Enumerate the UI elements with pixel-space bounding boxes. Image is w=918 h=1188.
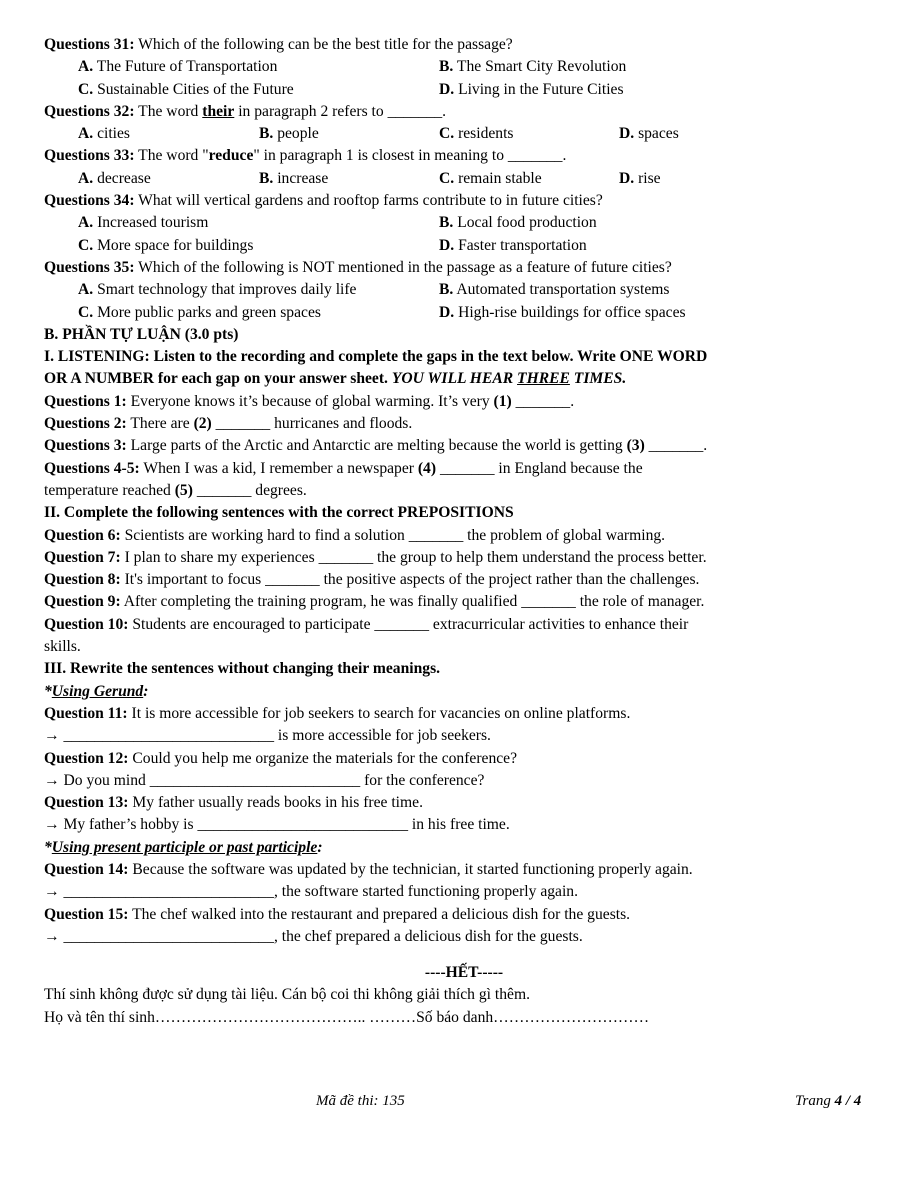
option-c: C. More public parks and green spaces bbox=[78, 303, 321, 321]
option-b: B. increase bbox=[259, 169, 329, 187]
option-c: C. Sustainable Cities of the Future bbox=[78, 80, 294, 98]
rewrite-heading: III. Rewrite the sentences without changing their meanings. bbox=[44, 660, 441, 678]
question-15: Question 15: The chef walked into the restaurant and prepared a delicious dish for the guests. bbox=[44, 905, 631, 923]
listening-q2: Questions 2: There are (2) _______ hurricanes and floods. bbox=[44, 415, 413, 433]
option-c: C. residents bbox=[439, 125, 514, 143]
question-label: Questions 32: bbox=[44, 102, 135, 120]
question-13: Question 13: My father usually reads books in his free time. bbox=[44, 794, 423, 812]
option-b: B. The Smart City Revolution bbox=[439, 58, 627, 76]
option-d: D. High-rise buildings for office spaces bbox=[439, 303, 686, 321]
question-10: Question 10: Students are encouraged to participate _______ extracurricular activities to enhance their bbox=[44, 615, 689, 633]
question-11: Question 11: It is more accessible for job seekers to search for vacancies on online platforms. bbox=[44, 704, 631, 722]
option-a: A. cities bbox=[78, 125, 130, 143]
question-35 bbox=[44, 257, 884, 279]
answer-line-14: → ___________________________, the software started functioning properly again. bbox=[44, 883, 578, 901]
question-text: Which of the following is NOT mentioned in the passage as a feature of future cities? bbox=[134, 258, 672, 276]
option-c: C. remain stable bbox=[439, 169, 542, 187]
options-row bbox=[44, 168, 884, 190]
answer-line-12: → Do you mind ___________________________ for the conference? bbox=[44, 771, 485, 789]
end-mark: ----HẾT----- bbox=[424, 964, 504, 982]
section-heading: B. PHẦN TỰ LUẬN (3.0 pts) bbox=[44, 325, 239, 343]
option-d: D. Faster transportation bbox=[439, 236, 587, 254]
question-text: What will vertical gardens and rooftop farms contribute to in future cities? bbox=[134, 192, 603, 210]
question-33: Questions 33: The word "reduce" in paragraph 1 is closest in meaning to _______. bbox=[44, 147, 567, 165]
option-b: B. Local food production bbox=[439, 214, 597, 232]
question-label: Questions 34: bbox=[44, 192, 135, 210]
listening-heading: I. LISTENING: Listen to the recording and complete the gaps in the text below. Write ONE WORD bbox=[44, 348, 708, 366]
option-a: A. Increased tourism bbox=[78, 214, 209, 232]
listening-q3: Questions 3: Large parts of the Arctic and Antarctic are melting because the world is getting (3) _______. bbox=[44, 437, 708, 455]
page-number: Trang 4 / 4 bbox=[795, 1093, 862, 1109]
answer-line-11: → ___________________________ is more accessible for job seekers. bbox=[44, 727, 491, 745]
options-row bbox=[44, 79, 884, 101]
question-label: Questions 31: bbox=[44, 36, 135, 53]
listening-q4-5-cont: temperature reached (5) _______ degrees. bbox=[44, 481, 307, 499]
option-a: A. decrease bbox=[78, 169, 151, 187]
option-d: D. Living in the Future Cities bbox=[439, 80, 624, 98]
options-row bbox=[44, 56, 884, 78]
question-8: Question 8: It's important to focus _______ the positive aspects of the project rather than the challenges. bbox=[44, 571, 700, 589]
option-d: D. spaces bbox=[619, 125, 679, 143]
option-b: B. people bbox=[259, 125, 319, 143]
option-c: C. More space for buildings bbox=[78, 236, 254, 254]
highlighted-word: their bbox=[202, 102, 235, 120]
option-b: B. Automated transportation systems bbox=[439, 281, 670, 299]
listening-q1: Questions 1: Everyone knows it’s because of global warming. It’s very (1) _______. bbox=[44, 392, 575, 410]
options-row bbox=[44, 212, 884, 234]
options-row bbox=[44, 279, 884, 301]
question-7: Question 7: I plan to share my experiences _______ the group to help them understand the process better. bbox=[44, 548, 707, 566]
option-a: A. The Future of Transportation bbox=[78, 58, 278, 76]
answer-line-15: → ___________________________, the chef prepared a delicious dish for the guests. bbox=[44, 927, 583, 945]
question-32: Questions 32: The word their in paragraph 2 refers to _______. bbox=[44, 102, 447, 120]
options-row bbox=[44, 235, 884, 257]
prepositions-heading: II. Complete the following sentences with the correct PREPOSITIONS bbox=[44, 504, 514, 522]
question-label: Questions 35: bbox=[44, 258, 135, 276]
highlighted-word: reduce bbox=[208, 147, 254, 165]
answer-line-13: → My father’s hobby is ___________________________ in his free time. bbox=[44, 816, 510, 834]
option-a: A. Smart technology that improves daily life bbox=[78, 281, 357, 299]
listening-q4-5: Questions 4-5: When I was a kid, I remember a newspaper (4) _______ in England because the bbox=[44, 459, 643, 477]
options-row bbox=[44, 123, 884, 145]
question-6: Question 6: Scientists are working hard to find a solution _______ the problem of global warming. bbox=[44, 526, 666, 544]
question-text: Which of the following can be the best title for the passage? bbox=[134, 36, 513, 53]
exam-page bbox=[44, 34, 884, 1029]
question-12: Question 12: Could you help me organize the materials for the conference? bbox=[44, 749, 518, 767]
question-10-cont: skills. bbox=[44, 638, 81, 656]
question-31 bbox=[44, 34, 884, 56]
gerund-subheading: *Using Gerund: bbox=[44, 682, 149, 700]
options-row bbox=[44, 302, 884, 324]
listening-heading-cont: OR A NUMBER for each gap on your answer sheet. YOU WILL HEAR THREE TIMES. bbox=[44, 370, 627, 388]
participle-subheading: *Using present participle or past participle: bbox=[44, 838, 323, 856]
question-14: Question 14: Because the software was updated by the technician, it started functioning properly again. bbox=[44, 860, 693, 878]
question-9: Question 9: After completing the training program, he was finally qualified _______ the role of manager. bbox=[44, 593, 705, 611]
question-label: Questions 33: bbox=[44, 147, 135, 165]
exam-code: Mã đề thi: 135 bbox=[316, 1093, 405, 1109]
question-34 bbox=[44, 190, 884, 212]
option-d: D. rise bbox=[619, 169, 661, 187]
candidate-info-line: Họ và tên thí sinh………………………………….. ………Số báo danh………………………… bbox=[44, 1008, 650, 1026]
exam-note: Thí sinh không được sử dụng tài liệu. Cán bộ coi thi không giải thích gì thêm. bbox=[44, 986, 530, 1004]
